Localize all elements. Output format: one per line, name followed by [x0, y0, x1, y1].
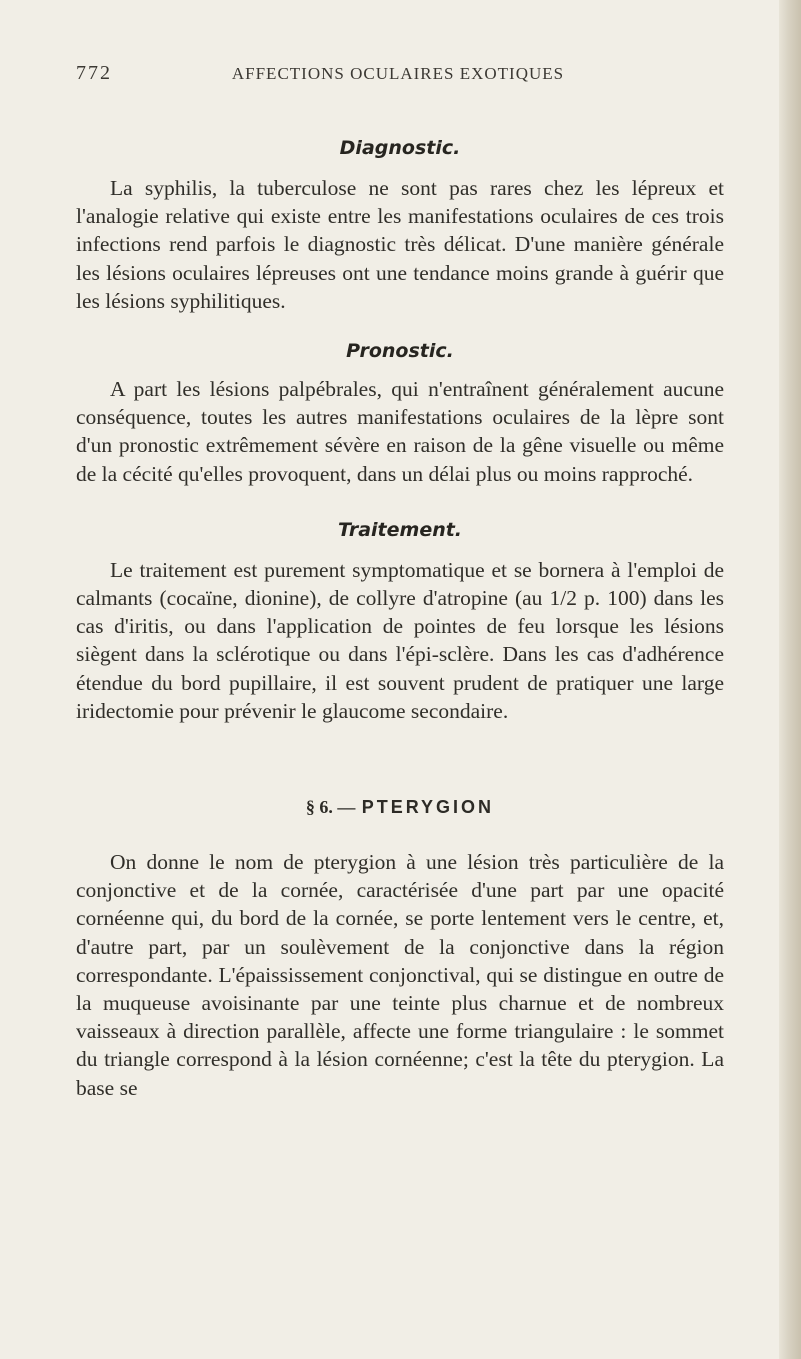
section-heading-diagnostic: Diagnostic. — [339, 137, 461, 159]
paragraph-pronostic: A part les lésions palpébrales, qui n'entraînent généralement aucune conséquence, toutes les autres manifestations oculaires de la lèpre sont d'un pronostic extrêmement sévère en raison de la gêne visuelle ou même de la cécité qu'elles provoquent, dans un délai plus ou moins rapproché. — [76, 377, 724, 486]
page-content — [76, 136, 724, 1102]
page-number: 772 — [76, 62, 112, 84]
section-heading-pronostic: Pronostic. — [346, 340, 454, 363]
page-header — [76, 62, 720, 94]
running-title: AFFECTIONS OCULAIRES EXOTIQUES — [231, 64, 565, 83]
page-edge-shadow — [779, 0, 801, 1359]
section-heading-pterygion — [76, 796, 724, 819]
paragraph-diagnostic: La syphilis, la tuberculose ne sont pas rares chez les lépreux et l'analogie relative qui existe entre les manifestations oculaires de ces trois infections rend parfois le diagnostic très délicat. D'une manière générale les lésions oculaires lépreuses ont une tendance moins grande à guérir que les lésions syphilitiques. — [76, 176, 724, 313]
paragraph-traitement: Le traitement est purement symptomatique et se bornera à l'emploi de calmants (cocaïne, dionine), de collyre d'atropine (au 1/2 p. 100) dans les cas d'iritis, ou dans l'application de pointes de feu lorsque les lésions siègent dans la sclérotique ou dans l'épi-sclère. Dans les cas d'adhérence étendue du bord pupillaire, il est souvent prudent de pratiquer une large iridectomie pour prévenir le glaucome secondaire. — [76, 557, 724, 723]
section-title: PTERYGION — [361, 797, 495, 818]
paragraph-pterygion: On donne le nom de pterygion à une lésion très particulière de la conjonctive et de la cornée, caractérisée d'une part par une opacité cornéenne qui, du bord de la cornée, se porte lentement vers le centre, et, d'autre part, par un soulèvement de la conjonctive dans la région correspondante. L'épaississement conjonctival, qui se distingue en outre de la muqueuse avoisinante par une teinte plus charnue et de nombreux vaisseaux à direction parallèle, affecte une forme triangulaire : le sommet du triangle correspond à la lésion cornéenne; c'est la tête du pterygion. La base se — [76, 850, 724, 1100]
section-number: § 6. — — [305, 797, 356, 818]
section-heading-traitement: Traitement. — [337, 518, 463, 541]
